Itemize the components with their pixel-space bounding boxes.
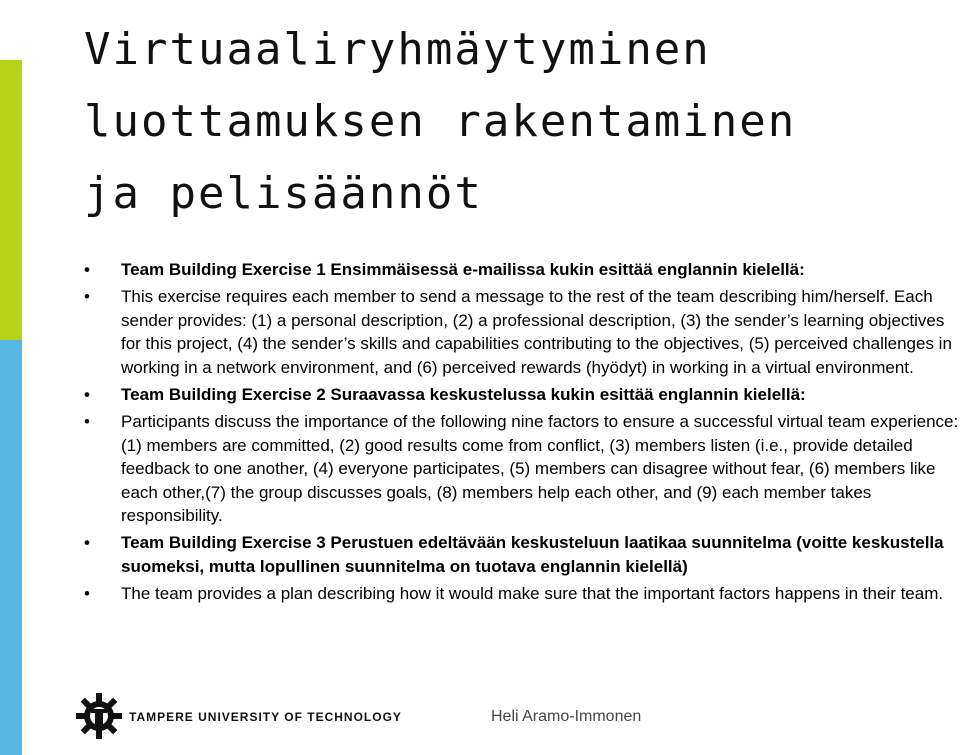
bullet-text: Participants discuss the importance of the following nine factors to ensure a successful virtual team experience: (1) members are committed, (2) good results come from conflict, (3) members listen (i.e., provide detailed feedback to one another, (4) everyone participates, (5) members can disagree without fear, (6) members like each other,(7) the group discusses goals, (8) members help each other, and (9) each member takes responsibility. — [121, 412, 959, 526]
bullet-item-exercise-1 — [84, 258, 960, 281]
bullet-item-exercise-3-description — [84, 582, 960, 605]
side-color-bar — [0, 0, 22, 755]
bullet-item-exercise-2 — [84, 383, 960, 406]
university-name: TAMPERE UNIVERSITY OF TECHNOLOGY — [129, 710, 402, 724]
bullet-item-exercise-1-description — [84, 285, 960, 379]
bullet-text: Team Building Exercise 2 Suraavassa keskustelussa kukin esittää englannin kielellä: — [121, 385, 806, 405]
title-line-2: luottamuksen rakentaminen — [84, 96, 797, 147]
bullet-dot: • — [84, 584, 90, 604]
bullet-list — [84, 258, 960, 610]
bullet-dot: • — [84, 412, 90, 432]
bullet-item-exercise-2-description — [84, 410, 960, 527]
slide-title — [84, 14, 796, 230]
bullet-item-exercise-3 — [84, 531, 960, 578]
side-bar-green — [0, 60, 22, 340]
bullet-text: Team Building Exercise 1 Ensimmäisessä e-mailissa kukin esittää englannin kielellä: — [121, 260, 805, 279]
bullet-dot: • — [84, 260, 90, 279]
side-bar-top — [0, 0, 22, 60]
author-name: Heli Aramo-Immonen — [491, 708, 642, 725]
bullet-text: The team provides a plan describing how it would make sure that the important factors happens in their team. — [121, 584, 944, 604]
bullet-dot: • — [84, 287, 90, 307]
title-line-3: ja pelisäännöt — [84, 168, 483, 219]
title-line-1: Virtuaaliryhmäytyminen — [84, 24, 711, 75]
gear-icon — [75, 692, 123, 740]
side-bar-blue — [0, 340, 22, 755]
footer — [75, 692, 960, 742]
bullet-text: This exercise requires each member to send a message to the rest of the team describing him/herself. Each sender provides: (1) a personal description, (2) a professional description, (3) the sender’s learning objectives for this project, (4) the sender’s skills and capabilities contributing to the objectives, (5) perceived challenges in working in a network environment, and (6) perceived rewards (hyödyt) in working in a virtual environment. — [121, 287, 952, 377]
bullet-text: Team Building Exercise 3 Perustuen edeltävään keskusteluun laatikaa suunnitelma (voitte keskustella suomeksi, mutta lopullinen suunnitelma on tuotava englannin kielellä) — [121, 533, 944, 576]
bullet-dot: • — [84, 385, 90, 405]
bullet-dot: • — [84, 533, 90, 553]
